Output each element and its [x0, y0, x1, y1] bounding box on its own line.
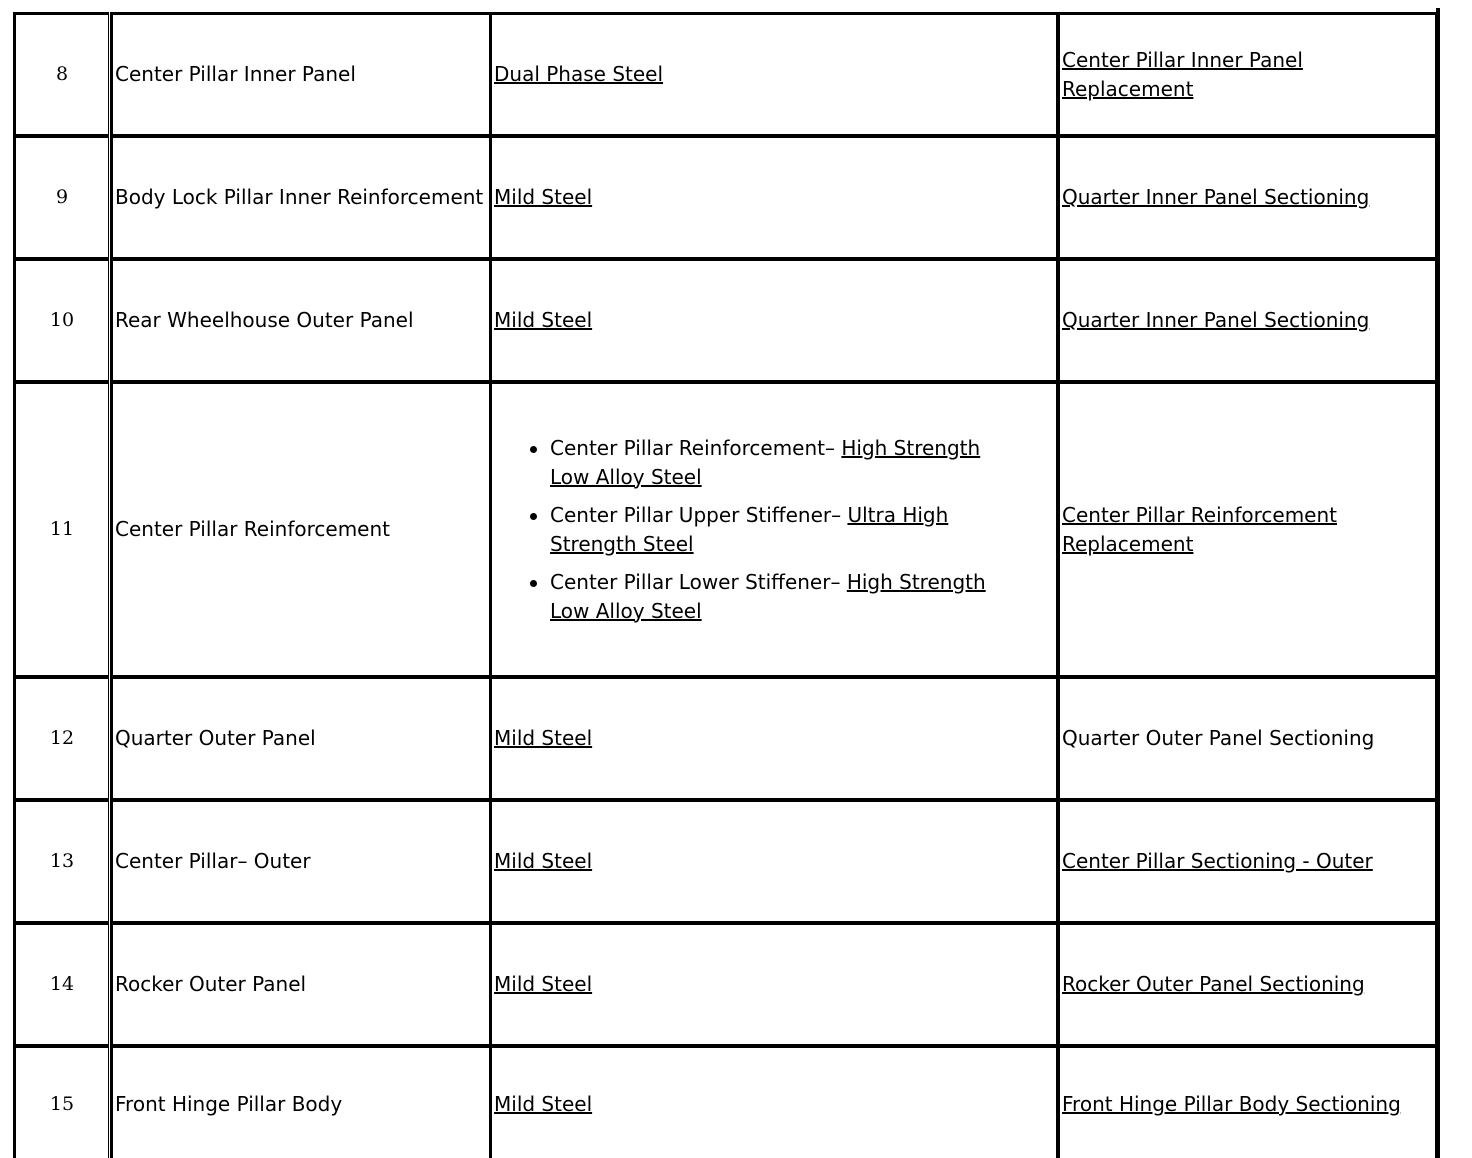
part-name: Center Pillar Reinforcement	[110, 381, 490, 676]
sub-part-label: Center Pillar Reinforcement–	[550, 435, 835, 460]
row-number: 9	[13, 135, 109, 258]
replacement-link[interactable]: Center Pillar Sectioning - Outer	[1062, 849, 1373, 873]
material-cell	[489, 381, 1057, 676]
replacement-cell	[1057, 135, 1436, 258]
replacement-link[interactable]: Quarter Inner Panel Sectioning	[1062, 185, 1370, 209]
part-name: Body Lock Pillar Inner Reinforcement	[110, 135, 490, 258]
material-cell	[489, 922, 1057, 1045]
material-cell	[489, 799, 1057, 922]
replacement-link[interactable]: Rocker Outer Panel Sectioning	[1062, 972, 1365, 996]
row-number: 14	[13, 922, 109, 1045]
material-list-item	[550, 568, 1022, 626]
row-number: 8	[13, 12, 109, 135]
replacement-cell	[1057, 381, 1436, 676]
part-name: Center Pillar– Outer	[110, 799, 490, 922]
replacement-cell	[1057, 676, 1436, 799]
material-cell	[489, 258, 1057, 381]
part-name: Rocker Outer Panel	[110, 922, 490, 1045]
replacement-cell	[1057, 258, 1436, 381]
material-link[interactable]: High Strength Low Alloy Steel	[550, 569, 986, 623]
sub-part-label: Center Pillar Lower Stiffener–	[550, 569, 841, 594]
part-name: Rear Wheelhouse Outer Panel	[110, 258, 490, 381]
material-cell	[489, 1045, 1057, 1158]
replacement-link[interactable]: Center Pillar Reinforcement Replacement	[1062, 502, 1337, 556]
part-name: Front Hinge Pillar Body	[110, 1045, 490, 1158]
material-link[interactable]: Mild Steel	[494, 1092, 593, 1116]
material-link[interactable]: Dual Phase Steel	[494, 62, 664, 86]
replacement-link[interactable]: Quarter Inner Panel Sectioning	[1062, 308, 1370, 332]
table-right-border	[1436, 8, 1440, 1158]
material-list	[494, 434, 1022, 626]
replacement-cell	[1057, 799, 1436, 922]
part-name: Center Pillar Inner Panel	[110, 12, 490, 135]
bullet-icon	[530, 446, 537, 453]
sub-part-label: Center Pillar Upper Stiffener–	[550, 502, 842, 527]
row-number: 10	[13, 258, 109, 381]
material-link[interactable]: Ultra High Strength Steel	[550, 502, 949, 556]
row-number: 12	[13, 676, 109, 799]
replacement-link[interactable]: Front Hinge Pillar Body Sectioning	[1062, 1092, 1401, 1116]
material-cell	[489, 676, 1057, 799]
part-name: Quarter Outer Panel	[110, 676, 490, 799]
material-link[interactable]: High Strength Low Alloy Steel	[550, 435, 981, 489]
material-cell	[489, 12, 1057, 135]
replacement-cell	[1057, 12, 1436, 135]
replacement-text: Quarter Outer Panel Sectioning	[1062, 726, 1375, 750]
material-list-item	[550, 434, 1022, 492]
bullet-icon	[530, 513, 537, 520]
row-number: 11	[13, 381, 109, 676]
material-cell	[489, 135, 1057, 258]
material-link[interactable]: Mild Steel	[494, 849, 593, 873]
row-number: 15	[13, 1045, 109, 1158]
material-link[interactable]: Mild Steel	[494, 972, 593, 996]
replacement-cell	[1057, 922, 1436, 1045]
bullet-icon	[530, 580, 537, 587]
material-link[interactable]: Mild Steel	[494, 185, 593, 209]
replacement-cell	[1057, 1045, 1436, 1158]
material-link[interactable]: Mild Steel	[494, 308, 593, 332]
material-link[interactable]: Mild Steel	[494, 726, 593, 750]
material-list-item	[550, 501, 1022, 559]
replacement-link[interactable]: Center Pillar Inner Panel Replacement	[1062, 47, 1303, 101]
row-number: 13	[13, 799, 109, 922]
